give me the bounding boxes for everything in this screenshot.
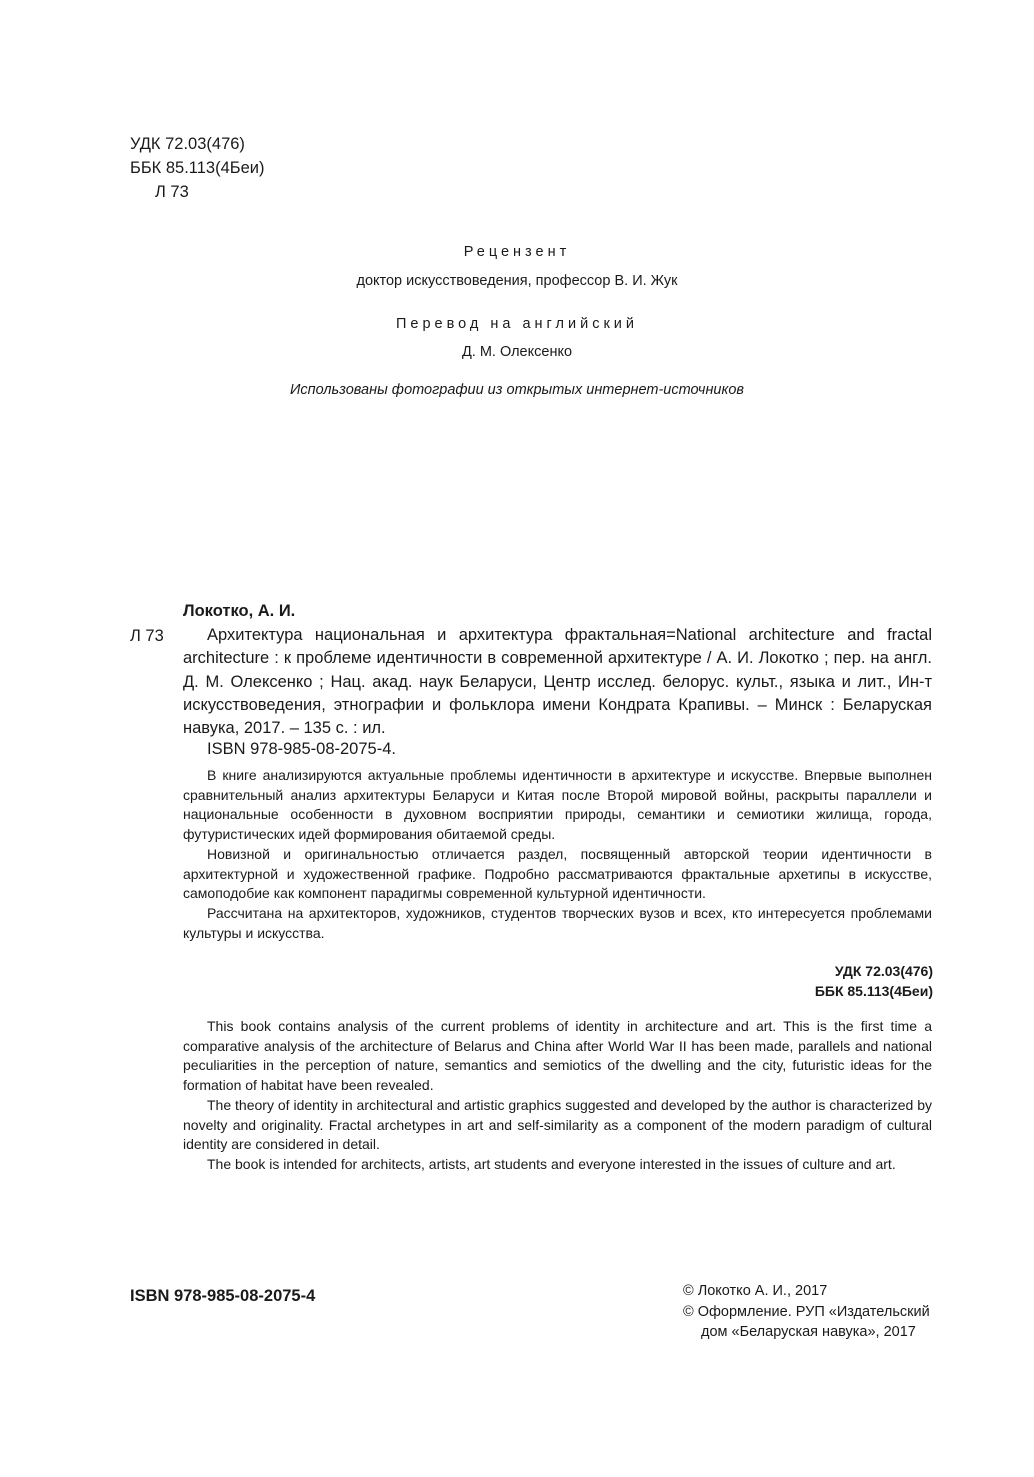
- header-codes: [130, 132, 264, 204]
- bbk-code: ББК 85.113(4Беи): [130, 159, 265, 177]
- annotation-ru-paragraph: В книге анализируются актуальные проблемы идентичности в архитектуре и искусстве. Впервые выполнен сравнительный анализ архитектуры Беларуси и Китая после Второй мировой войны, раскрыты параллели и национальные особенности в духовном восприятии природы, семантики и семиотики жилища, города, футуристических идей формирования обитаемой среды.: [183, 767, 932, 843]
- annotation-ru-paragraph: Рассчитана на архитекторов, художников, студентов творческих вузов и всех, кто интересуется проблемами культуры и искусства.: [183, 905, 932, 941]
- footer-isbn: ISBN 978-985-08-2075-4: [130, 1287, 316, 1305]
- reviewer-name: доктор искусствоведения, профессор В. И. Жук: [356, 273, 678, 289]
- catalog-description: Архитектура национальная и архитектура фрактальная=National architecture and fractal architecture : к проблеме идентичности в современной архитектуре / А. И. Локотко ; пер. на англ. Д. М. Олексенко ; Нац. акад. наук Беларуси, Центр исслед. белорус. культ., языка и лит., Ин-т искусствоведения, этнографии и фольклора имени Кондрата Крапивы. – Минск : Беларуская навука, 2017. – 135 с. : ил.: [183, 626, 932, 738]
- translator-name: Д. М. Олексенко: [461, 344, 573, 360]
- catalog-author: Локотко, А. И.: [183, 602, 296, 620]
- copyright-block: [683, 1281, 930, 1343]
- copyright-design: © Оформление. РУП «Издательский: [683, 1303, 930, 1320]
- annotation-ru-paragraph: Новизной и оригинальностью отличается раздел, посвященный авторской теории идентичности в архитектурной и художественной графике. Подробно рассматриваются фрактальные архетипы в искусстве, самоподобие как компонент парадигмы современной культурной идентичности.: [183, 846, 932, 902]
- author-mark: Л 73: [155, 183, 189, 201]
- catalog-code: Л 73: [130, 627, 164, 645]
- copyright-design-continued: дом «Беларуская навука», 2017: [701, 1324, 916, 1340]
- classification-codes: [700, 961, 933, 1001]
- copyright-author: © Локотко А. И., 2017: [683, 1283, 828, 1299]
- udk-code: УДК 72.03(476): [130, 135, 245, 153]
- translation-heading: Перевод на английский: [396, 316, 638, 332]
- catalog-isbn: ISBN 978-985-08-2075-4.: [207, 740, 396, 758]
- photo-note: Использованы фотографии из открытых интернет-источников: [290, 382, 744, 398]
- annotation-en-paragraph: The book is intended for architects, artists, art students and everyone interested in the issues of culture and art.: [207, 1156, 896, 1172]
- annotation-en-paragraph: The theory of identity in architectural and artistic graphics suggested and developed by the author is characterized by novelty and originality. Fractal archetypes in art and self-similarity as a component of the modern paradigm of cultural identity are considered in detail.: [183, 1097, 932, 1153]
- classification-udk: УДК 72.03(476): [834, 963, 933, 979]
- annotation-en-paragraph: This book contains analysis of the current problems of identity in architecture and art. This is the first time a comparative analysis of the architecture of Belarus and China after World War II has been made, parallels and national peculiarities in the perception of nature, semantics and semiotics of the dwelling and the city, futuristic ideas for the formation of habitat have been revealed.: [183, 1018, 932, 1094]
- classification-bbk: ББК 85.113(4Беи): [814, 983, 933, 999]
- reviewer-heading: Рецензент: [463, 244, 571, 260]
